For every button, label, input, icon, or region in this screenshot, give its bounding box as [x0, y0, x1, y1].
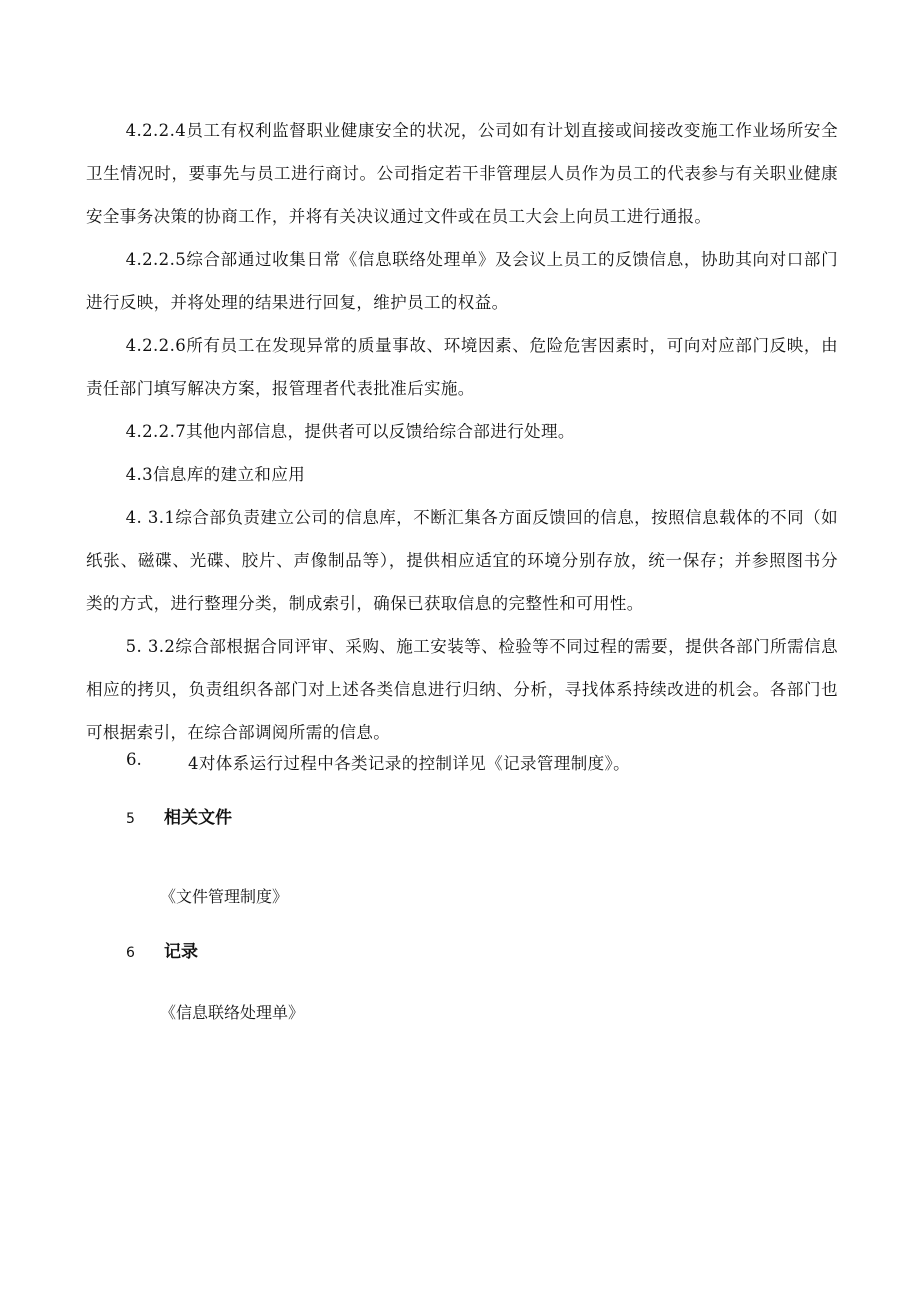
- paragraph-4-2-2-7: 4.2.2.7其他内部信息，提供者可以反馈给综合部进行处理。: [125, 422, 575, 441]
- section-5-heading: [126, 803, 232, 828]
- paragraph-4-2-2-6: 4.2.2.6所有员工在发现异常的质量事故、环境因素、危险危害因素时，可向对应部门反映，由责任部门填写解决方案，报管理者代表批准后实施。: [86, 336, 838, 398]
- paragraph-4-3: 4.3信息库的建立和应用: [125, 465, 306, 484]
- record-reference: 《信息联络处理单》: [160, 1003, 305, 1022]
- paragraph-4-2-2-5: 4.2.2.5综合部通过收集日常《信息联络处理单》及会议上员工的反馈信息，协助其向对口部门进行反映，并将处理的结果进行回复，维护员工的权益。: [86, 250, 838, 312]
- section-6-heading: [126, 937, 198, 962]
- section-6-title: 记录: [164, 942, 198, 962]
- paragraph-5-3-2: 5. 3.2综合部根据合同评审、采购、施工安装等、检验等不同过程的需要，提供各部门所需信息相应的拷贝，负责组织各部门对上述各类信息进行归纳、分析，寻找体系持续改进的机会。各部门也可根据索引，在综合部调阅所需的信息。: [86, 637, 838, 742]
- paragraph-4-3-1: 4. 3.1综合部负责建立公司的信息库，不断汇集各方面反馈回的信息，按照信息载体的不同（如纸张、磁碟、光碟、胶片、声像制品等），提供相应适宜的环境分别存放，统一保存；并参照图书分类的方式，进行整理分类，制成索引，确保已获取信息的完整性和可用性。: [86, 508, 838, 613]
- related-document-reference: 《文件管理制度》: [160, 887, 289, 906]
- paragraph-6-text: 4对体系运行过程中各类记录的控制详见《记录管理制度》。: [188, 754, 631, 773]
- section-5-title: 相关文件: [164, 808, 232, 828]
- paragraph-4-2-2-4: 4.2.2.4员工有权利监督职业健康安全的状况，公司如有计划直接或间接改变施工作业场所安全卫生情况时，要事先与员工进行商讨。公司指定若干非管理层人员作为员工的代表参与有关职业健康安全事务决策的协商工作，并将有关决议通过文件或在员工大会上向员工进行通报。: [86, 121, 838, 226]
- section-6-number: 6: [126, 945, 135, 961]
- paragraph-6-number: 6.: [126, 750, 142, 769]
- section-5-number: 5: [126, 811, 135, 827]
